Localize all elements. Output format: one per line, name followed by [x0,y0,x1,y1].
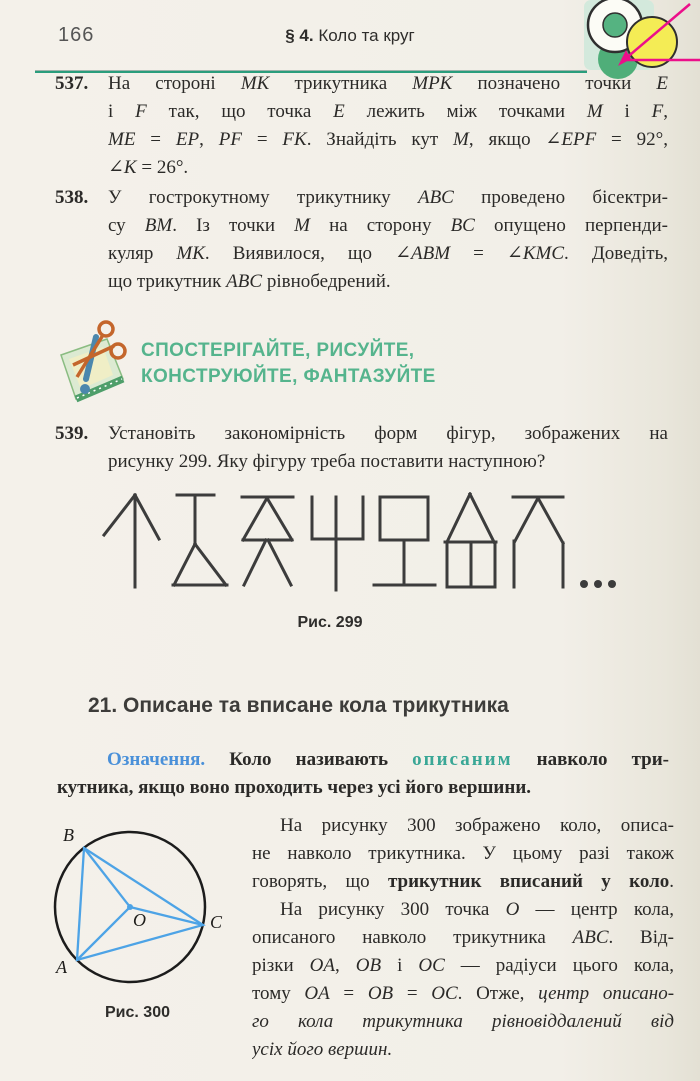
scissors-handle-1 [99,322,113,336]
shape-house [445,494,496,587]
problem-text: У гострокутному трикутнику ABC проведено бісектри- су BM. Із точки M на сторону BC опущено перпенди- куляр MK. Виявилося, що ∠ABM = ∠KMC. Доведіть, що трикутник ABC рівнобедрений. [108,187,668,292]
shape-trident [312,497,363,590]
circumscribed-circle-text: На рисунку 300 зображено коло, описа- не навколо трикутника. У цьому разі також говорять, що трикутник вписаний у коло. На рисунку 300 точка O — центр кола, описаного навколо трикутника ABC. Від- різки OA, OB і OC — радіуси цього кола, тому OA = OB = OC. Отже, центр описано- го кола трикутника рівновіддалений від усіх його вершин. [252,815,674,1060]
vertex-label-A: A [56,957,67,977]
vertex-label-C: C [210,912,223,932]
definition-paragraph: Означення. Коло називають описаним навколо три- кутника, якщо воно проходить через усі його вершини. [57,749,669,798]
problem-list [55,70,668,298]
pen-tip [80,384,90,394]
shape-triangle-legs [242,497,293,585]
problem-number: 539. [55,423,89,444]
logo-donut-center [603,13,627,37]
shape-bent-legs [513,497,563,587]
vertex-label-B: B [63,825,74,845]
chapter-title: Коло та круг [318,26,415,45]
problem-text: На стороні MK трикутника MPK позначено точки E і F так, що точка E лежить між точками M і F, ME = EP, PF = FK. Знайдіть кут M, якщо ∠EPF = 92°, ∠K = 26°. [108,73,668,178]
activity-banner [55,316,615,412]
figure-299-caption: Рис. 299 [297,614,363,631]
section-number: § 4. [285,26,314,45]
problem-number: 538. [55,187,89,208]
problem-537 [55,70,668,182]
problem-539-wrap [55,420,668,478]
page-number: 166 [58,24,95,46]
activity-heading-line1: СПОСТЕРІГАЙТЕ, РИСУЙТЕ, [141,340,415,361]
figure-300 [30,812,245,1037]
radius-OB [84,848,130,907]
activity-heading-line2: КОНСТРУЮЙТЕ, ФАНТАЗУЙТЕ [141,366,436,387]
figure-299-shapes [95,487,655,605]
section-21-heading: 21. Описане та вписане кола трикутника [88,694,509,717]
problem-539 [55,420,668,476]
problem-538 [55,184,668,296]
figure-300-caption: Рис. 300 [105,1004,170,1021]
problem-text: Установіть закономірність форм фігур, зображених на рисунку 299. Яку фігуру треба поставити наступною? [108,423,668,472]
ellipsis-dots [580,580,616,588]
center-label-O: O [133,910,146,930]
activity-heading [141,338,436,390]
problem-number: 537. [55,73,89,94]
inscribed-triangle [77,848,203,960]
shape-stem-triangle [173,495,227,585]
scissors-drawing-icon [55,317,129,411]
shape-square-post [374,497,435,585]
figure-299 [95,487,655,632]
shape-arrow [104,495,159,587]
